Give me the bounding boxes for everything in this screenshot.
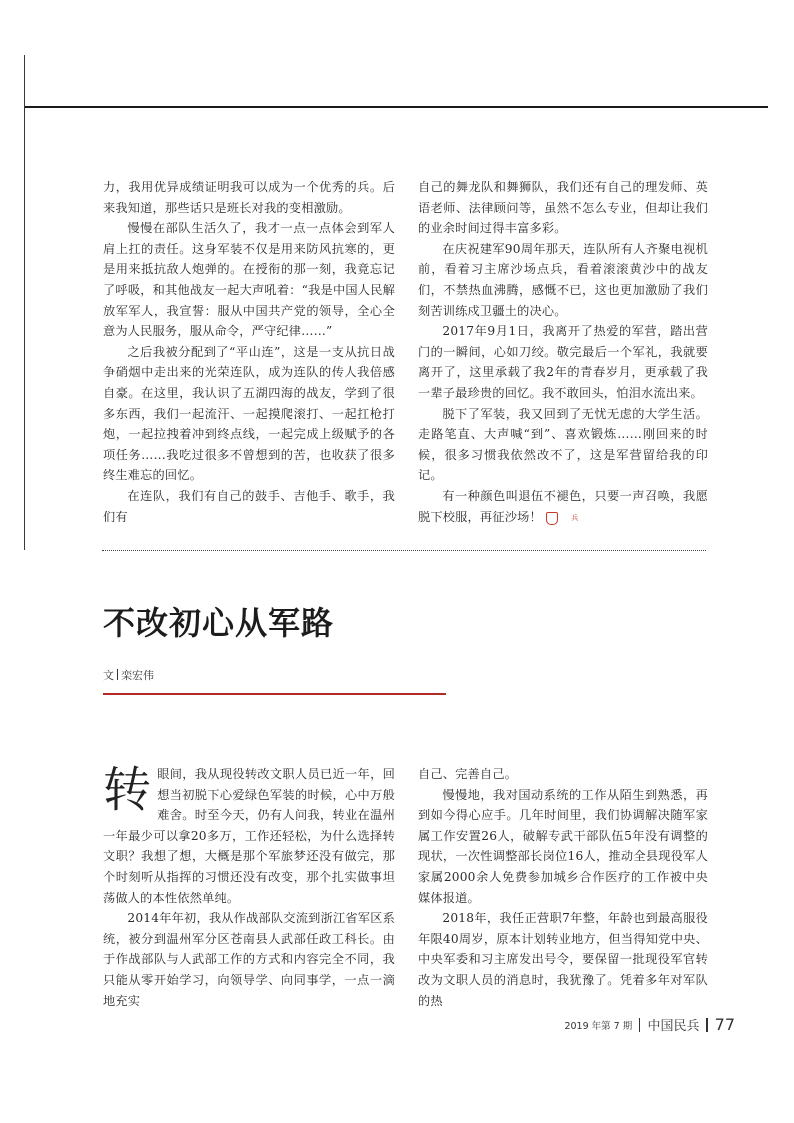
paragraph: 之后我被分配到了“平山连”，这是一支从抗日战争硝烟中走出来的光荣连队，成为连队的传人我倍感自豪。在这里，我认识了五湖四海的战友，学到了很多东西，我们一起流汗、一起摸爬滚打、一起扛枪打炮，一起拉拽着冲到终点线，一起完成上级赋予的各项任务……我吃过很多不曾想到的苦，也收获了很多终生难忘的回忆。 (103, 344, 395, 483)
page-frame-horizontal-rule (25, 106, 768, 108)
paragraph-text: 有一种颜色叫退伍不褪色，只要一声召唤，我愿脱下校服，再征沙场！ (418, 488, 708, 524)
page-number: 77 (714, 1015, 735, 1034)
paragraph: 慢慢在部队生活久了，我才一点一点体会到军人肩上扛的责任。这身军装不仅是用来防风抗寒的，更是用来抵抗敌人炮弹的。在授衔的那一刻，我竟忘记了呼吸，和其他战友一起大声吼着：“我是中国人民解放军军人，我宣誓：服从中国共产党的领导，全心全意为人民服务，服从命令，严守纪律……” (103, 221, 395, 339)
footer-separator (639, 1018, 640, 1032)
title-underline-rule (103, 693, 446, 695)
drop-cap: 转 (103, 762, 152, 818)
author-name: 栾宏伟 (121, 669, 154, 682)
magazine-name: 中国民兵 (647, 1019, 700, 1034)
paragraph: 自己、完善自己。 (418, 767, 518, 781)
paragraph: 脱下了军装，我又回到了无忧无虑的大学生活。走路笔直、大声喊“到”、喜欢锻炼……刚回来的时候，很多习惯我依然改不了，这是军营留给我的印记。 (418, 406, 708, 483)
paragraph-first (103, 764, 395, 908)
issue-label: 2019 年第 7 期 (564, 1020, 633, 1032)
page-footer (564, 1015, 735, 1034)
article1-left-column (103, 177, 395, 527)
paragraph: 力，我用优异成绩证明我可以成为一个优秀的兵。后来我知道，那些话只是班长对我的变相激励。 (103, 180, 395, 215)
section-divider-dotted (102, 550, 706, 551)
footer-separator (706, 1018, 707, 1032)
page-frame-vertical-rule (24, 55, 25, 550)
article2-right-column (418, 764, 708, 1011)
byline-separator (117, 669, 118, 680)
byline (103, 667, 154, 683)
paragraph-text: 眼间，我从现役转改文职人员已近一年，回想当初脱下心爱绿色军装的时候，心中万般难舍。时至今天，仍有人问我，转业在温州一年最少可以拿20多万，工作还轻松，为什么选择转文职？我想了想，大概是那个军旅梦还没有做完，那个时刻听从指挥的习惯还没有改变，那个扎实做事坦荡做人的本性依然单纯。 (103, 767, 395, 905)
paragraph-last (418, 486, 708, 527)
end-of-article-shield-icon: 兵 (546, 512, 558, 525)
paragraph: 自己的舞龙队和舞狮队，我们还有自己的理发师、英语老师、法律顾问等，虽然不怎么专业，但却让我们的业余时间过得丰富多彩。 (418, 180, 708, 236)
paragraph: 在庆祝建军90周年那天，连队所有人齐聚电视机前，看着习主席沙场点兵，看着滚滚黄沙中的战友们，不禁热血沸腾，感慨不已，这也更加激励了我们刻苦训练戍卫疆土的决心。 (418, 241, 708, 318)
paragraph: 在连队，我们有自己的鼓手、吉他手、歌手，我们有 (103, 488, 395, 524)
paragraph: 2018年，我任正营职7年整，年龄也到最高服役年限40周岁，原本计划转业地方，但当得知党中央、中央军委和习主席发出号令，要保留一批现役军官转改为文职人员的消息时，我犹豫了。凭着多年对军队的热 (418, 911, 708, 1008)
paragraph: 2017年9月1日，我离开了热爱的军营，踏出营门的一瞬间，心如刀绞。敬完最后一个军礼，我就要离开了，这里承载了我2年的青春岁月，更承载了我一辈子最珍贵的回忆。我不敢回头，怕泪水流出来。 (418, 324, 708, 400)
byline-label: 文 (103, 669, 114, 682)
paragraph: 2014年年初，我从作战部队交流到浙江省军区系统，被分到温州军分区苍南县人武部任政工科长。由于作战部队与人武部工作的方式和内容完全不同，我只能从零开始学习，向领导学、向同事学，一点一滴地充实 (103, 911, 395, 1008)
paragraph: 慢慢地，我对国动系统的工作从陌生到熟悉，再到如今得心应手。几年时间里，我们协调解决随军家属工作安置26人，破解专武干部队伍5年没有调整的现状，一次性调整部长岗位16人，推动全县现役军人家属2000余人免费参加城乡合作医疗的工作被中央媒体报道。 (418, 787, 708, 905)
article-title: 不改初心从军路 (103, 604, 335, 642)
article2-left-column (103, 764, 395, 1011)
article1-right-column (418, 177, 708, 527)
